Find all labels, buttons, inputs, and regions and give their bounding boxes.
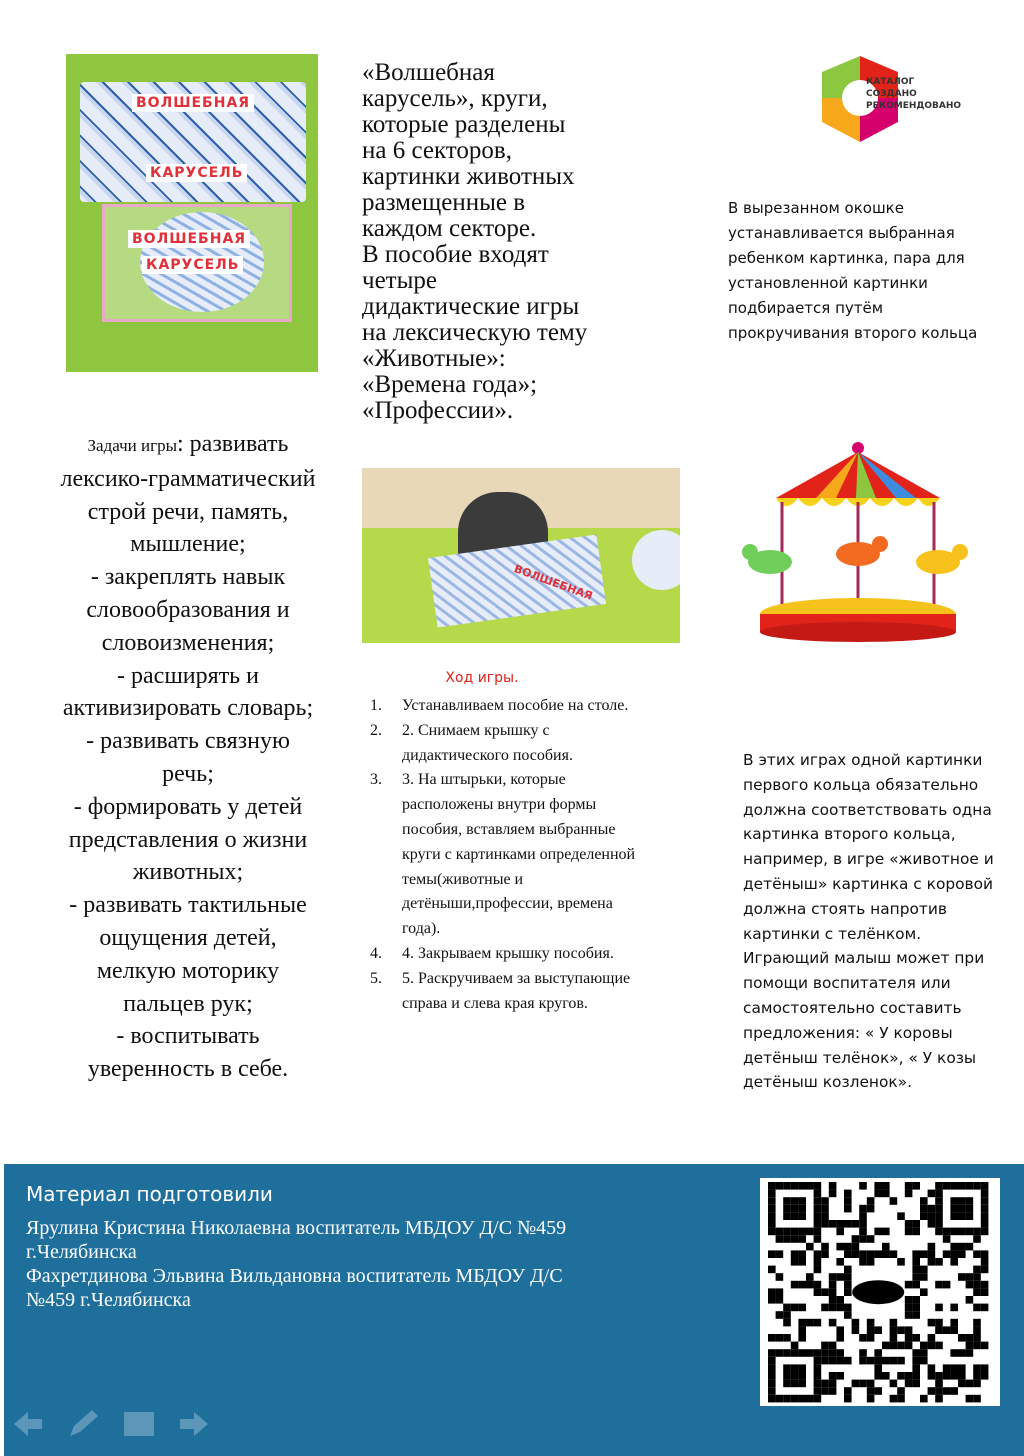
- steps-list: [370, 694, 650, 1016]
- photo-child-playing: [362, 468, 680, 643]
- step-number: 5.: [370, 969, 382, 987]
- right-note-1: В вырезанном окошке устанавливается выбранная ребенком картинка, пара для установленной картинки подбирается путём прокручивания второго кольца: [728, 199, 978, 342]
- logo-text: КАТАЛОГ СОЗДАНО РЕКОМЕНДОВАНО: [866, 77, 962, 111]
- intro-text: «Волшебная карусель», круги, которые разделены на 6 секторов, картинки животных размещенные в каждом секторе. В пособие входят четыре дидактические игры на лексическую тему «Животные»: «Времена года»; «Профессии».: [362, 59, 588, 424]
- pouch-label-bottom: КАРУСЕЛЬ: [142, 256, 243, 274]
- tasks-text: : развивать лексико-грамматический строй речи, память, мышление; - закреплять навык словообразования и словоизменения; - расширять и активизировать словарь; - развивать связную речь; - формировать у детей представления о жизни животных; - развивать тактильные ощущения детей, мелкую моторику пальцев рук; - воспитывать уверенность в себе.: [60, 431, 316, 1083]
- list-item: [370, 719, 650, 769]
- step-text: 5. Раскручиваем за выступающие справа и слева края кругов.: [402, 969, 631, 1012]
- qr-code[interactable]: [760, 1178, 1000, 1406]
- step-text: 3. На штырьки, которые расположены внутри формы пособия, вставляем выбранные круги с картинками определенной темы(животные и детёныши,профессии, времена года).: [402, 771, 636, 938]
- list-item: [370, 694, 650, 719]
- catalog-logo: [818, 52, 962, 150]
- tasks-block: [30, 428, 346, 1086]
- step-number: 3.: [370, 771, 382, 789]
- step-text: Устанавливаем пособие на столе.: [402, 697, 629, 714]
- pen-icon[interactable]: [70, 1410, 98, 1436]
- carousel-icon: [706, 436, 1014, 652]
- list-item: [370, 967, 650, 1017]
- steps-title: Ход игры.: [445, 670, 519, 686]
- footer-title: Материал подготовили: [26, 1182, 273, 1206]
- menu-icon[interactable]: [124, 1412, 154, 1436]
- step-text: 4. Закрываем крышку пособия.: [402, 944, 614, 962]
- box-label-top: ВОЛШЕБНАЯ: [132, 94, 254, 112]
- tasks-lead: Задачи игры: [87, 436, 177, 455]
- step-number: 4.: [370, 944, 382, 962]
- qr-code-icon: [760, 1178, 1000, 1406]
- photo-carousel-box: [66, 54, 318, 372]
- list-item: [370, 768, 650, 942]
- step-number: 2.: [370, 721, 382, 739]
- step-number: 1.: [370, 697, 382, 714]
- arrow-left-icon[interactable]: [14, 1412, 42, 1436]
- list-item: [370, 942, 650, 967]
- box-label-bottom: КАРУСЕЛЬ: [146, 164, 247, 182]
- footer-authors: Ярулина Кристина Николаевна воспитатель МБДОУ Д/С №459 г.Челябинска Фахретдинова Эльвина Вильдановна воспитатель МБДОУ Д/С №459 г.Челябинска: [26, 1217, 567, 1311]
- carousel-illustration: [706, 436, 1014, 652]
- photo2-label: ВОЛШЕБНАЯ: [512, 562, 595, 603]
- step-text: 2. Снимаем крышку с дидактического пособия.: [402, 721, 573, 764]
- right-note-2: В этих играх одной картинки первого кольца обязательно должна соответствовать одна картинка второго кольца, например, в игре «животное и детёныш» картинка с коровой должна стоять напротив картинки с телёнком. Играющий малыш может при помощи воспитателя или самостоятельно составить предложения: « У коровы детёныш телёнок», « У козы детёныш козленок».: [743, 751, 994, 1092]
- arrow-right-icon[interactable]: [180, 1412, 208, 1436]
- slide-nav: [12, 1408, 222, 1440]
- qr-center-ufo-icon: [852, 1280, 904, 1304]
- pouch-label-top: ВОЛШЕБНАЯ: [128, 230, 250, 248]
